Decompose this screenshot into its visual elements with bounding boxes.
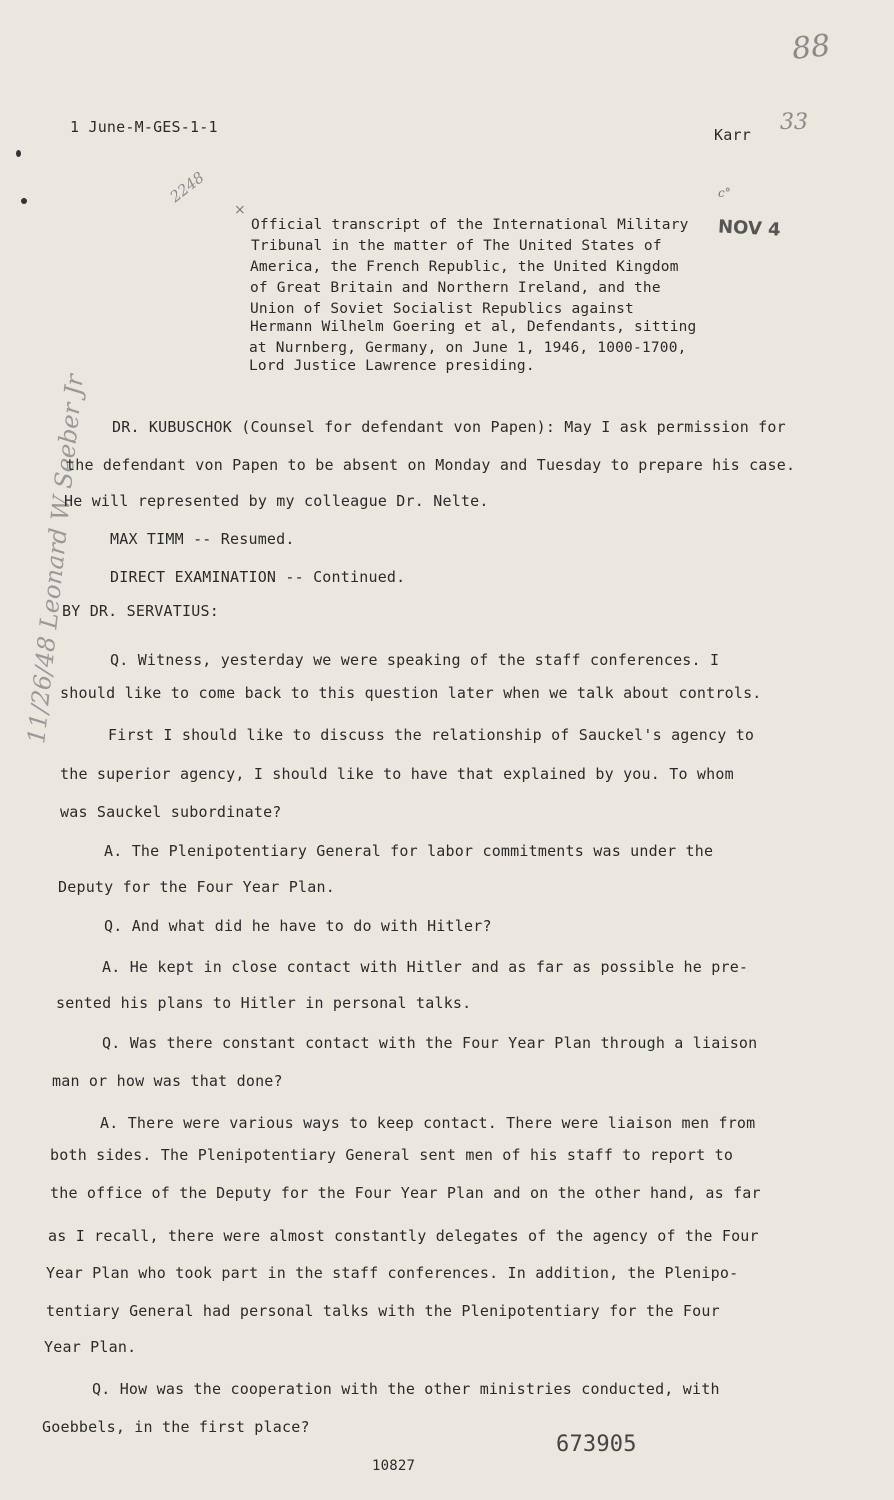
- caption-line: Official transcript of the International Military: [251, 217, 689, 233]
- handwritten-number: 2248: [166, 168, 208, 206]
- document-reference: 1 June-M-GES-1-1: [70, 118, 218, 136]
- transcript-line: A. There were various ways to keep contact. There were liaison men from: [100, 1114, 756, 1132]
- document-number: 673905: [556, 1432, 637, 1457]
- transcript-line: Q. Was there constant contact with the Four Year Plan through a liaison: [102, 1034, 758, 1052]
- transcript-line: MAX TIMM -- Resumed.: [110, 530, 295, 548]
- transcript-line: Goebbels, in the first place?: [42, 1418, 310, 1436]
- x-mark: ×: [234, 202, 246, 218]
- punch-mark: [16, 150, 21, 157]
- caption-line: at Nurnberg, Germany, on June 1, 1946, 1000-1700,: [249, 340, 687, 356]
- transcript-line: the defendant von Papen to be absent on Monday and Tuesday to prepare his case.: [66, 456, 796, 474]
- stamp-mark: c°: [718, 186, 731, 200]
- transcript-line: Year Plan who took part in the staff conferences. In addition, the Plenipo-: [46, 1264, 739, 1282]
- caption-line: Hermann Wilhelm Goering et al, Defendants, sitting: [250, 319, 697, 335]
- transcript-line: DR. KUBUSCHOK (Counsel for defendant von Papen): May I ask permission for: [112, 418, 786, 436]
- transcript-line: tentiary General had personal talks with the Plenipotentiary for the Four: [46, 1302, 720, 1320]
- transcript-line: sented his plans to Hitler in personal talks.: [56, 994, 472, 1012]
- caption-line: Tribunal in the matter of The United States of: [251, 238, 662, 254]
- transcript-line: First I should like to discuss the relationship of Sauckel's agency to: [108, 726, 755, 744]
- handwritten-corner-mark: 88: [790, 28, 832, 67]
- date-stamp: NOV 4: [717, 216, 782, 241]
- transcript-line: was Sauckel subordinate?: [60, 803, 282, 821]
- transcript-line: Q. And what did he have to do with Hitler?: [104, 917, 492, 935]
- caption-line: Lord Justice Lawrence presiding.: [249, 358, 535, 374]
- page-number: 10827: [372, 1458, 416, 1474]
- handwritten-page-mark: 33: [780, 110, 808, 135]
- transcript-line: A. He kept in close contact with Hitler and as far as possible he pre-: [102, 958, 749, 976]
- margin-handwritten-note: 11/26/48 Leonard W Seeber Jr: [22, 372, 89, 746]
- transcript-line: Deputy for the Four Year Plan.: [58, 878, 335, 896]
- transcript-line: He will represented by my colleague Dr. Nelte.: [64, 492, 489, 510]
- reporter-name: Karr: [714, 126, 751, 144]
- transcript-line: Year Plan.: [44, 1338, 137, 1356]
- transcript-line: Q. Witness, yesterday we were speaking of the staff conferences. I: [110, 651, 720, 669]
- transcript-line: should like to come back to this question later when we talk about controls.: [60, 684, 762, 702]
- punch-mark: [21, 198, 27, 204]
- caption-line: of Great Britain and Northern Ireland, and the: [250, 280, 661, 296]
- transcript-line: as I recall, there were almost constantly delegates of the agency of the Four: [48, 1227, 759, 1245]
- caption-line: America, the French Republic, the United Kingdom: [250, 259, 679, 275]
- transcript-line: the office of the Deputy for the Four Year Plan and on the other hand, as far: [50, 1184, 761, 1202]
- transcript-line: A. The Plenipotentiary General for labor commitments was under the: [104, 842, 714, 860]
- caption-line: Union of Soviet Socialist Republics against: [250, 301, 634, 317]
- transcript-line: DIRECT EXAMINATION -- Continued.: [110, 568, 406, 586]
- transcript-line: both sides. The Plenipotentiary General sent men of his staff to report to: [50, 1146, 734, 1164]
- transcript-line: Q. How was the cooperation with the other ministries conducted, with: [92, 1380, 720, 1398]
- transcript-line: BY DR. SERVATIUS:: [62, 602, 219, 620]
- transcript-line: the superior agency, I should like to have that explained by you. To whom: [60, 765, 734, 783]
- transcript-line: man or how was that done?: [52, 1072, 283, 1090]
